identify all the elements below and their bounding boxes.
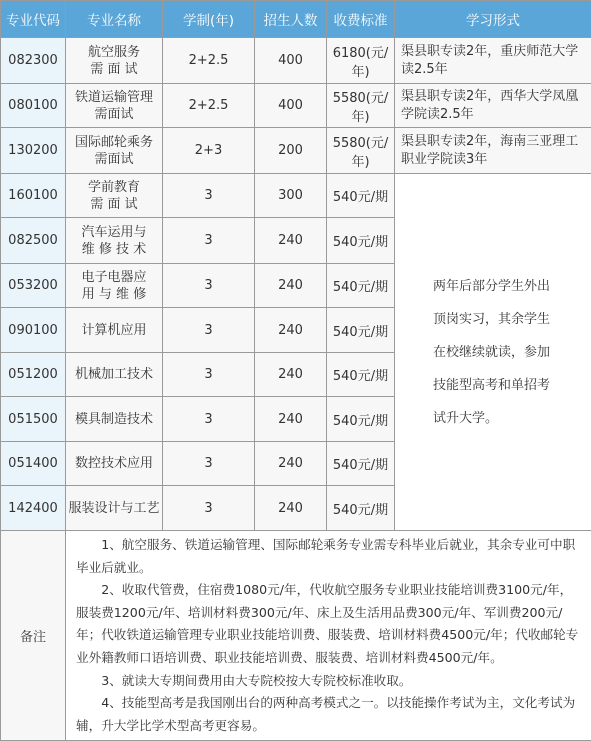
shared-study-form-cell [395, 174, 591, 531]
duration-cell: 3 [163, 218, 255, 264]
major-name-line1: 航空服务 [66, 44, 162, 61]
code-cell: 080100 [1, 84, 66, 128]
study-line: 两年后部分学生外出 [433, 270, 553, 303]
major-name-line2: 需 面 试 [66, 196, 162, 213]
duration-cell: 3 [163, 486, 255, 531]
major-name-line2: 需面试 [66, 106, 162, 123]
study-form-cell: 渠县职专读2年，海南三亚理工职业学院读3年 [395, 128, 591, 174]
code-cell: 053200 [1, 264, 66, 308]
enrollment-cell: 240 [255, 486, 327, 531]
note-item: 2、收取代管费，住宿费1080元/年，代收航空服务专业职业技能培训费3100元/年，服装费1200元/年、培训材料费300元/年、床上及生活用品费300元/年、军训费200元/年；代收铁道运输管理专业职业技能培训费、服装费、培训材料费4500元/年；代收邮轮专业外籍教师口语培训费、职业技能培训费、服装费、培训材料费4500元/年。 [76, 579, 583, 669]
header-enrollment: 招生人数 [255, 1, 327, 38]
enrollment-cell: 400 [255, 38, 327, 84]
code-cell: 142400 [1, 486, 66, 531]
major-name-cell [66, 218, 163, 264]
study-line: 技能型高考和单招考 [433, 369, 553, 402]
code-cell: 160100 [1, 174, 66, 218]
enrollment-cell: 240 [255, 397, 327, 442]
code-cell: 082300 [1, 38, 66, 84]
duration-cell: 3 [163, 308, 255, 353]
major-name-line1: 铁道运输管理 [66, 89, 162, 106]
duration-cell: 3 [163, 174, 255, 218]
code-cell: 051500 [1, 397, 66, 442]
fee-cell: 540元/期 [327, 174, 395, 218]
major-name-cell: 服装设计与工艺 [66, 486, 163, 531]
fee-cell: 540元/期 [327, 308, 395, 353]
duration-cell: 2+2.5 [163, 38, 255, 84]
header-row [1, 1, 591, 38]
major-name-cell [66, 174, 163, 218]
major-name-line2: 用 与 维 修 [66, 286, 162, 303]
fee-cell: 5580(元/年) [327, 128, 395, 174]
major-name-line2: 维 修 技 术 [66, 241, 162, 258]
header-fee: 收费标准 [327, 1, 395, 38]
note-item: 4、技能型高考是我国刚出台的两种高考模式之一。以技能操作考试为主，文化考试为辅，升大学比学术型高考更容易。 [76, 692, 583, 737]
study-line: 顶岗实习，其余学生 [433, 303, 553, 336]
notes-row [1, 531, 591, 741]
code-cell: 051200 [1, 353, 66, 397]
study-line: 试升大学。 [433, 402, 553, 435]
study-line: 在校继续就读，参加 [433, 336, 553, 369]
major-name-line1: 电子电器应 [66, 269, 162, 286]
header-study: 学习形式 [395, 1, 591, 38]
table-row [1, 38, 591, 84]
duration-cell: 3 [163, 442, 255, 486]
duration-cell: 2+3 [163, 128, 255, 174]
study-form-cell: 渠县职专读2年，西华大学凤凰学院读2.5年 [395, 84, 591, 128]
enrollment-cell: 240 [255, 264, 327, 308]
fee-cell: 540元/期 [327, 442, 395, 486]
duration-cell: 2+2.5 [163, 84, 255, 128]
fee-cell: 540元/期 [327, 397, 395, 442]
major-name-cell: 模具制造技术 [66, 397, 163, 442]
code-cell: 130200 [1, 128, 66, 174]
duration-cell: 3 [163, 353, 255, 397]
major-name-cell: 数控技术应用 [66, 442, 163, 486]
code-cell: 082500 [1, 218, 66, 264]
major-name-cell [66, 38, 163, 84]
code-cell: 051400 [1, 442, 66, 486]
note-item: 3、就读大专期间费用由大专院校按大专院校标准收取。 [76, 670, 583, 693]
study-form-cell: 渠县职专读2年，重庆师范大学读2.5年 [395, 38, 591, 84]
header-name: 专业名称 [66, 1, 163, 38]
table-row [1, 128, 591, 174]
major-name-cell [66, 128, 163, 174]
enrollment-cell: 240 [255, 218, 327, 264]
notes-label: 备注 [1, 531, 66, 741]
code-cell: 090100 [1, 308, 66, 353]
fee-cell: 540元/期 [327, 486, 395, 531]
fee-cell: 540元/期 [327, 264, 395, 308]
header-duration: 学制(年) [163, 1, 255, 38]
header-code: 专业代码 [1, 1, 66, 38]
fee-cell: 5580(元/年) [327, 84, 395, 128]
major-name-cell [66, 264, 163, 308]
table-row [1, 84, 591, 128]
notes-content [66, 531, 591, 741]
major-name-cell [66, 84, 163, 128]
fee-cell: 540元/期 [327, 218, 395, 264]
enrollment-cell: 240 [255, 353, 327, 397]
enrollment-cell: 240 [255, 442, 327, 486]
table-row [1, 174, 591, 218]
enrollment-cell: 240 [255, 308, 327, 353]
major-name-line1: 汽车运用与 [66, 224, 162, 241]
fee-cell: 6180(元/年) [327, 38, 395, 84]
fee-cell: 540元/期 [327, 353, 395, 397]
major-name-line2: 需 面 试 [66, 61, 162, 78]
duration-cell: 3 [163, 397, 255, 442]
enrollment-cell: 300 [255, 174, 327, 218]
note-item: 1、航空服务、铁道运输管理、国际邮轮乘务专业需专科毕业后就业，其余专业可中职毕业后就业。 [76, 534, 583, 579]
enrollment-cell: 400 [255, 84, 327, 128]
major-name-cell: 计算机应用 [66, 308, 163, 353]
duration-cell: 3 [163, 264, 255, 308]
major-name-cell: 机械加工技术 [66, 353, 163, 397]
major-name-line1: 学前教育 [66, 179, 162, 196]
major-name-line1: 国际邮轮乘务 [66, 134, 162, 151]
major-name-line2: 需面试 [66, 151, 162, 168]
enrollment-cell: 200 [255, 128, 327, 174]
